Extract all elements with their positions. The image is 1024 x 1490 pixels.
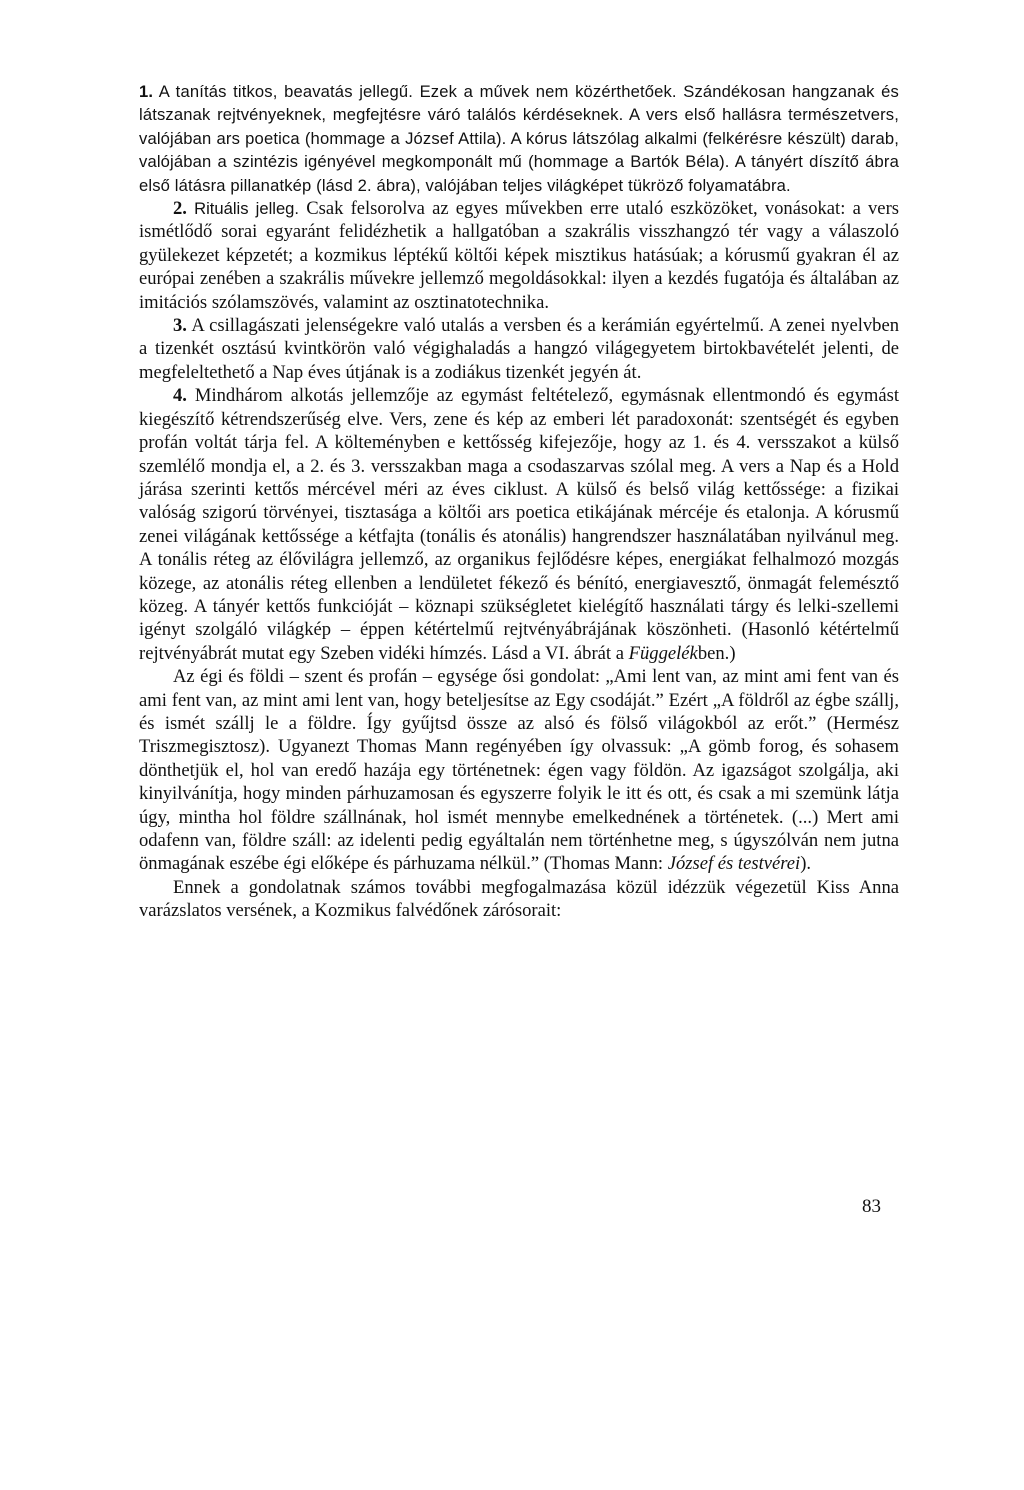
paragraph-text: Az égi és földi – szent és profán – egysége ősi gondolat: „Ami lent van, az mint ami fent van és ami fent van, az mint ami lent van, hogy beteljesítse az Egy csodáját.” Ezért „A földről az égbe szállj, és ismét szállj le a földre. Így gyűjtsd össze az alsó és fölső világokból az erőt.” (Hermész Triszmegisztosz). Ugyanezt Thomas Mann regényében így olvassuk: „A gömb forog, és sohasem dönthetjük el, hol van eredő hazája egy történetnek: égen vagy földön. Az igazságot szolgálja, aki kinyilvánítja, hogy minden párhuzamosan és egyszerre folyik le itt és ott, és csak a mi szemünk látja úgy, mintha hol földre szállnának, hol ismét mennybe emelkednének a történetek. (...) Mert ami odafenn van, földre száll: az idelenti pedig egyáltalán nem történhetne meg, s úgyszólván nem jutna önmagának eszébe égi előképe és párhuzama nélkül.” (Thomas Mann: (139, 666, 899, 875)
paragraph-text: Mindhárom alkotás jellemzője az egymást feltételező, egymásnak ellentmondó és egymást kiegészítő kétrendszerűség elve. Vers, zene és kép az emberi lét paradoxonát: szentségét és egyben profán voltát tárja fel. A költeményben e kettősség kifejezője, hogy az 1. és 4. versszakot a külső szemlélő mondja el, a 2. és 3. versszakban maga a csodaszarvas szólal meg. A vers a Nap és a Hold járása szerinti kettős mércével méri az éves ciklust. A külső és belső világ kettőssége: a fizikai valóság szigorú törvényei, tisztasága a költői ars poetica etikájának mércéje és etalonja. A kórusmű zenei világának kettőssége a kétfajta (tonális és atonális) hangrendszer használatában nyilvánul meg. A tonális réteg az élővilágra jellemző, az organikus fejlődésre képes, energiákat felhalmozó mozgás közege, az atonális réteg ellenben a lendületet fékező és bénító, energiavesztő, önmagát felemésztő közeg. A tányér kettős funkcióját – köznapi szükségletet kielégítő használati tárgy és lelki-szellemi igényt szolgáló világkép – éppen kétértelmű rejtvényábrájának köszönheti. (Hasonló kétértelmű rejtvényábrát mutat egy Szeben vidéki hímzés. Lásd a VI. ábrát a (139, 385, 899, 664)
italic-reference: Függelék (628, 642, 698, 664)
paragraph-lead: Rituális jelleg. (186, 199, 300, 219)
item-number: 4. (173, 385, 187, 407)
paragraph-text: A csillagászati jelenségekre való utalás a versben és a kerámián egyértelmű. A zenei nyelvben a tizenkét osztású kvintkörön való végighaladás a hangzó világegyetem birtokbavételét jelenti, de megfeleltethető a Nap éves útjának is a zodiákus tizenkét jegyén át. (139, 315, 899, 383)
page-body (139, 80, 899, 923)
item-number: 3. (173, 315, 187, 337)
paragraph-text: Csak felsorolva az egyes művekben erre utaló eszközöket, vonásokat: a vers ismétlődő sorai egyaránt felidézhetik a hallgatóban a szakrális visszhangzó tér vagy a válaszoló gyülekezet képzetét; a kozmikus léptékű költői képek misztikus hatásúak; a kórusmű gyakran él az európai zenében a szakrális művekre jellemző megoldásokkal: ilyen a kezdés fugatója és általában az imitációs szólamszövés, valamint az osztinatotechnika. (139, 198, 899, 313)
paragraph-5 (139, 665, 899, 876)
paragraph-text: Ennek a gondolatnak számos további megfogalmazása közül idézzük végezetül Kiss Anna varázslatos versének, a Kozmikus falvédőnek zárósorait: (139, 876, 899, 922)
item-number: 1. (139, 82, 154, 101)
item-number: 2. (173, 198, 187, 220)
paragraph-2 (139, 197, 899, 314)
italic-book-title: József és testvérei (667, 853, 801, 875)
paragraph-3 (139, 314, 899, 384)
page-number: 83 (862, 1196, 881, 1217)
paragraph-1 (139, 80, 899, 197)
paragraph-tail: ). (800, 853, 812, 875)
paragraph-text: A tanítás titkos, beavatás jellegű. Ezek a művek nem közérthetőek. Szándékosan hangzanak és látszanak rejtvényeknek, megfejtésre váró találós kérdéseknek. A vers első hallásra természetvers, valójában ars poetica (hommage a József Attila). A kórus látszólag alkalmi (felkérésre készült) darab, valójában a szintézis igényével megkomponált mű (hommage a Bartók Béla). A tányért díszítő ábra első látásra pillanatkép (lásd 2. ábra), valójában teljes világképet tükröző folyamatábra. (139, 82, 899, 195)
paragraph-6 (139, 876, 899, 923)
paragraph-tail: ben.) (697, 642, 736, 664)
paragraph-4 (139, 384, 899, 665)
